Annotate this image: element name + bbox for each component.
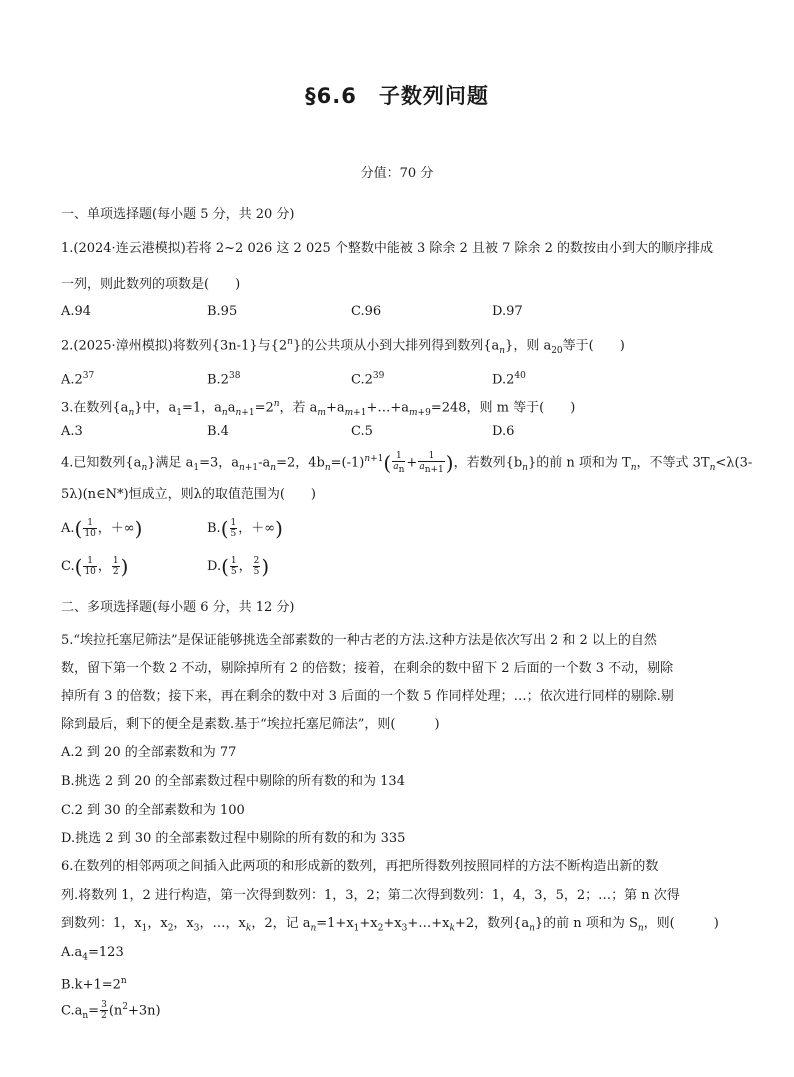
- q4-stem-line1: 4.已知数列$\{a_n\}$满足 $a_1=3$，$a_{n+1}-a_n=2$，$4b_n=(-1)^{n+1}$( $\frac{1}{a_n}$ + $\frac{1}{a_{n+1}}$ )，若数列$\{b_n\}$的前 n 项和为 $T_n$，不等式 $3T_n<\lambda(3-$: [61, 450, 753, 475]
- q6-option-c: $C.a_n=$ $\frac{3}{2}$ $(n^2+3n)$: [61, 1000, 161, 1022]
- q1-line1: 1.(2024·连云港模拟)若将 2~2 026 这 2 025 个整数中能被 3 除余 2 且被 7 除余 2 的数按由小到大的顺序排成: [61, 241, 714, 256]
- q3-stem: 3.在数列$\{a_n\}$中，$a_1=1$，$a_na_{n+1}=2^n$，若 $a_m+a_{m+1}+\dots+a_{m+9}=248$，则 m 等于( ): [61, 399, 576, 418]
- section-single-choice: 一、单项选择题(每小题 5 分，共 20 分): [61, 207, 295, 222]
- q2-option-a: $A.2^{37}$: [61, 371, 95, 388]
- q2-stem: 2.(2025·漳州模拟)将数列{3n-1}与{2$^n$}的公共项从小到大排列得到数列$\{a_n\}$，则 $a_{20}$等于( ): [61, 337, 625, 356]
- page-title: [0, 80, 794, 110]
- q1-option-d: D.97: [492, 304, 523, 319]
- q5-line4: 除到最后，剩下的便全是素数.基于“埃拉托塞尼筛法”，则( ): [61, 717, 440, 732]
- q3-option-c: C.5: [351, 424, 373, 439]
- section-title: 子数列问题: [378, 84, 489, 108]
- q5-line2: 数，留下第一个数 2 不动，剔除掉所有 2 的倍数；接着，在剩余的数中留下 2 后面的一个数 3 不动，剔除: [61, 661, 674, 676]
- q4-option-c: C.( $\frac{1}{10}$ ， $\frac{1}{2}$ ): [61, 554, 129, 579]
- q4-option-a: A.( $\frac{1}{10}$ ，＋∞): [61, 516, 143, 541]
- q4-stem-line2: 5λ)(n∈N*)恒成立，则λ的取值范围为( ): [61, 487, 316, 502]
- score-label: 分值：70 分: [360, 166, 434, 181]
- q2-option-b: $B.2^{38}$: [207, 371, 241, 388]
- q5-line3: 掉所有 3 的倍数；接下来，再在剩余的数中对 3 后面的一个数 5 作同样处理；…；依次进行同样的剔除.剔: [61, 689, 674, 704]
- q2-option-d: $D.2^{40}$: [492, 371, 526, 388]
- section-multi-choice: 二、多项选择题(每小题 6 分，共 12 分): [61, 600, 295, 615]
- q6-line1: 6.在数列的相邻两项之间插入此两项的和形成新的数列，再把所得数列按照同样的方法不断构造出新的数: [61, 859, 659, 874]
- q3-option-a: A.3: [61, 424, 83, 439]
- q6-line2: 列.将数列 1，2 进行构造，第一次得到数列：1，3，2；第二次得到数列：1，4，3，5，2；…；第 n 次得: [61, 888, 680, 903]
- q6-option-a: $A.a_4=123$: [61, 945, 124, 963]
- q3-option-b: B.4: [207, 424, 229, 439]
- section-number: §6.6: [305, 84, 357, 108]
- q5-option-b: B.挑选 2 到 20 的全部素数过程中剔除的所有数的和为 134: [61, 774, 405, 789]
- q6-line3: 到数列：1，$x_1$，$x_2$，$x_3$，…，$x_k$，2，记 $a_n=1+x_1+x_2+x_3+\dots+x_k+2$，数列$\{a_n\}$的前 n 项和为 $S_n$，则( ): [61, 916, 719, 934]
- q1-option-b: B.95: [207, 304, 238, 319]
- q2-option-c: $C.2^{39}$: [351, 371, 385, 388]
- q5-line1: 5.“埃拉托塞尼筛法”是保证能够挑选全部素数的一种古老的方法.这种方法是依次写出 2 和 2 以上的自然: [61, 633, 657, 648]
- q3-option-d: D.6: [492, 424, 515, 439]
- q6-option-b: $B.k+1=2^n$: [61, 976, 127, 993]
- q5-option-c: C.2 到 30 的全部素数和为 100: [61, 803, 245, 818]
- q5-option-d: D.挑选 2 到 30 的全部素数过程中剔除的所有数的和为 335: [61, 831, 406, 846]
- q5-option-a: A.2 到 20 的全部素数和为 77: [61, 745, 237, 760]
- q1-line2: 一列，则此数列的项数是( ): [61, 277, 241, 292]
- q4-option-d: D.( $\frac{1}{5}$ ， $\frac{2}{5}$ ): [207, 554, 270, 579]
- q1-option-c: C.96: [351, 304, 382, 319]
- q4-option-b: B.( $\frac{1}{5}$ ，＋∞): [207, 516, 283, 541]
- q1-option-a: A.94: [61, 304, 92, 319]
